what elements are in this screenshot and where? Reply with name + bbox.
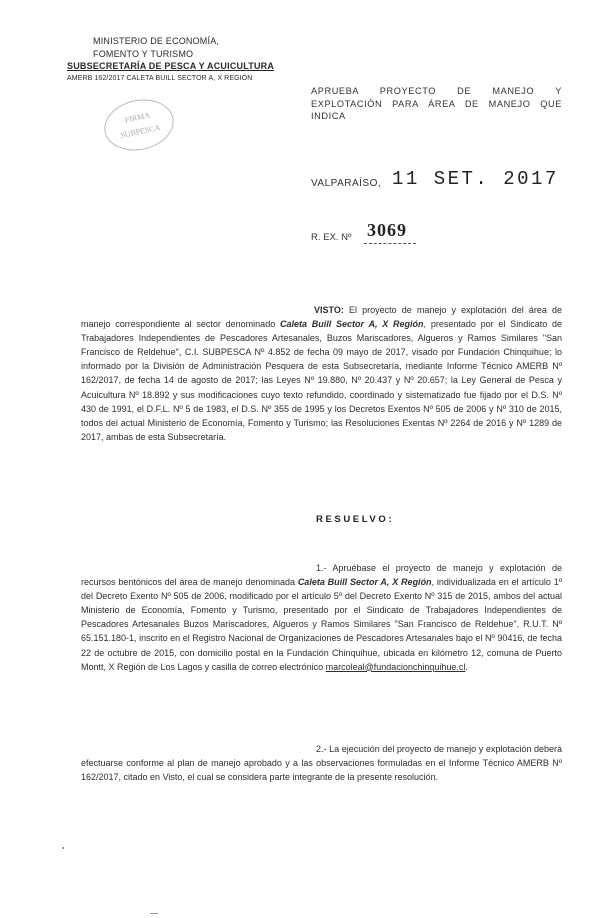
ministry-name: MINISTERIO DE ECONOMÍA, (93, 36, 220, 46)
resolution-underline (364, 243, 416, 244)
visto-place: Caleta Buill Sector A, X Región (279, 319, 424, 330)
scan-mark (62, 847, 64, 849)
stamp-line1: FIRMA (124, 110, 151, 125)
item1-text-3: . (465, 661, 468, 672)
date-label: VALPARAÍSO, (311, 178, 382, 189)
resuelvo-heading: RESUELVO: (316, 514, 395, 525)
visto-lead: VISTO: (314, 305, 344, 315)
official-stamp (100, 93, 179, 156)
item1-email: marcoleal@fundacionchinquihue.cl (325, 661, 466, 672)
footer-mark (150, 913, 158, 914)
item1-text-1: 1.- Apruébase el proyecto de manejo y explotación de recursos bentónicos del área de manejo denominada (81, 563, 562, 588)
subsecretaria-name: SUBSECRETARÍA DE PESCA Y ACUICULTURA (67, 61, 275, 71)
file-reference: AMERB 162/2017 CALETA BUILL SECTOR A, X REGIÓN (67, 75, 253, 82)
ministry-name-line2: FOMENTO Y TURISMO (93, 49, 194, 59)
visto-text-2: , presentado por el Sindicato de Trabajadores Independientes de Pescadores Artesanales, Buzos Mariscadores, Algueros y Ramos Similares "San Francisco de Reldehue", C.I. SUBPESCA Nº 4.852 de fecha 09 mayo de 2017, visado por Fundación Chinquihue; lo informado por la División de Administración Pesquera de esta Subsecretaría, mediante Informe Técnico AMERB Nº 162/2017, de fecha 14 de agosto de 2017; las Leyes Nº 19.880, Nº 20.437 y Nº 20.657; la Ley General de Pesca y Acuicultura Nº 18.892 y sus modificaciones cuyo texto refundido, coordinado y sistematizado fue fijado por el D.S. Nº 430 de 1991, el D.F.L. Nº 5 de 1983, el D.S. Nº 355 de 1995 y los Decretos Exentos Nº 505 de 2006 y Nº 310 de 2015, todos del actual Ministerio de Economía, Fomento y Turismo; las Resoluciones Exentas Nº 2264 de 2016 y Nº 1289 de 2017, ambas de esta Subsecretaría. (81, 319, 562, 442)
item1-text-2: , individualizada en el artículo 1º del Decreto Exento Nº 505 de 2006, modificado por el artículo 5º del Decreto Exento Nº 315 de 2015, ambos del actual Ministerio de Economía, Fomento y Turismo, presentado por el Sindicato de Trabajadores Independientes de Pescadores Artesanales Buzos Mariscadores, Algueros y Ramos Similares "San Francisco de Reldehue", R.U.T. Nº 65.151.180-1, inscrito en el Registro Nacional de Organizaciones de Pescadores Artesanales bajo el Nº 90416, de fecha 22 de octubre de 2015, con domicilio postal en la Fundación Chinquihue, ubicada en kilómetro 12, comuna de Puerto Montt, X Región de Los Lagos y casilla de correo electrónico (81, 577, 562, 672)
date-value: 11 SET. 2017 (392, 168, 559, 190)
resolution-item-1 (81, 561, 562, 674)
item1-place: Caleta Buill Sector A, X Región (297, 577, 432, 588)
stamp-line2: SUBPESCA (119, 122, 162, 140)
resolution-label: R. EX. Nº (311, 232, 352, 243)
resolution-number: 3069 (367, 220, 407, 240)
visto-paragraph (81, 303, 562, 444)
visto-text-1: El proyecto de manejo y explotación del área de manejo correspondiente al sector denominado (81, 305, 562, 330)
resolution-subject: APRUEBA PROYECTO DE MANEJO Y EXPLOTACIÓN PARA ÁREA DE MANEJO QUE INDICA (311, 86, 562, 121)
resolution-item-2: 2.- La ejecución del proyecto de manejo y explotación deberá efectuarse conforme al plan de manejo aprobado y a las observaciones formuladas en el Informe Técnico AMERB Nº 162/2017, citado en Visto, el cual se considera parte integrante de la presente resolución. (81, 744, 562, 783)
